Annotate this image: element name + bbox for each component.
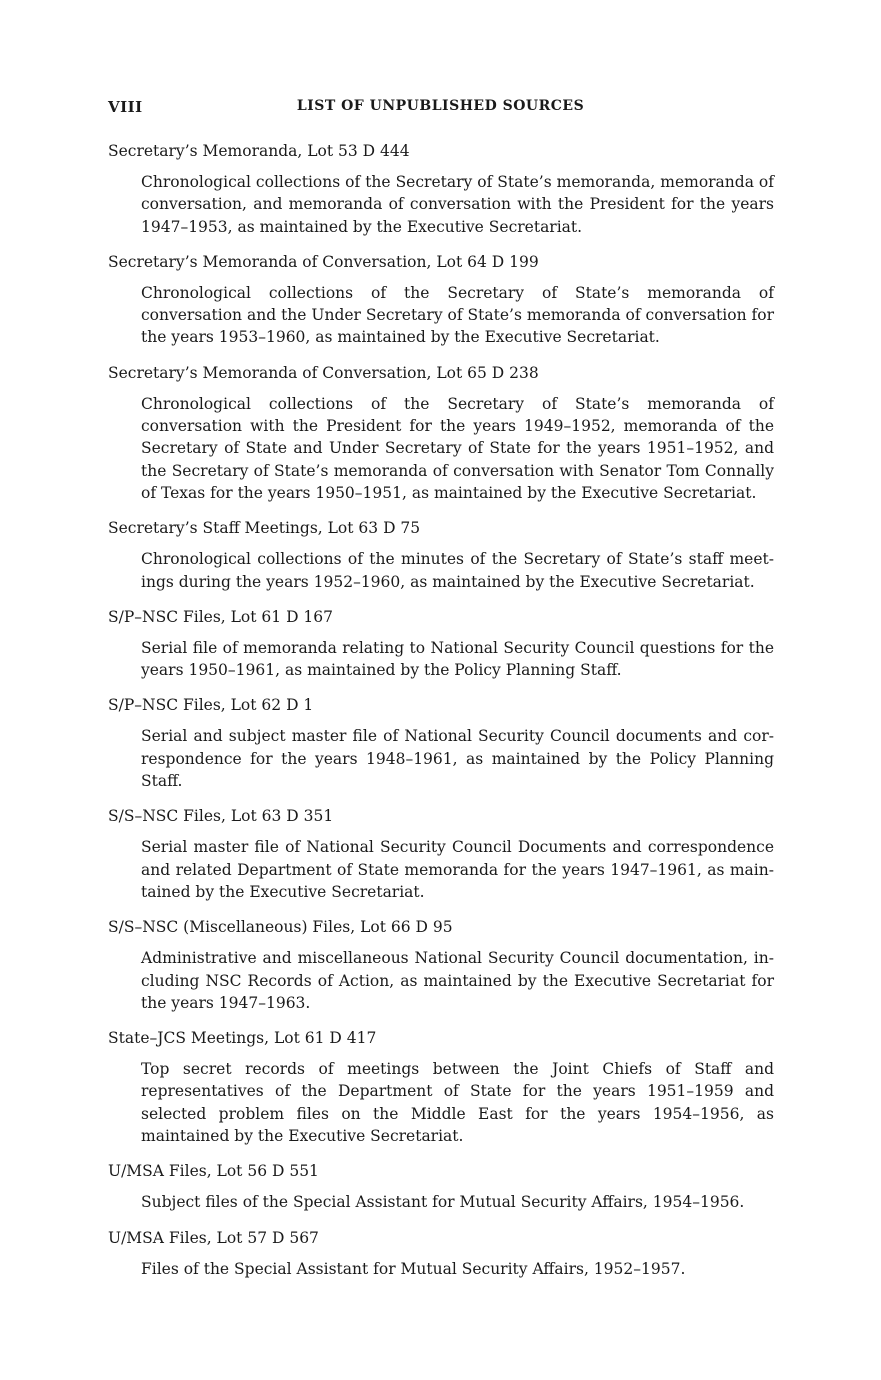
source-title: S/P–NSC Files, Lot 61 D 167	[108, 607, 334, 626]
source-entry	[108, 805, 774, 903]
source-description: Subject files of the Special Assistant for Mutual Security Affairs, 1954–1956.	[141, 1193, 745, 1212]
source-description: Chronological collections of the Secretary of State’s memoranda of conversation with the President for the years 1949–1952, memoranda of the Secretary of State and Under Secretary of State for the years 1951–1952, and the Secretary of State’s memoranda of conversation with Senator Tom Connally of Texas for the years 1950–1951, as maintained by the Executive Secretariat.	[141, 394, 774, 502]
source-title: S/S–NSC Files, Lot 63 D 351	[108, 807, 334, 826]
source-description: Chronological collections of the minutes of the Secretary of State’s staff meetings during the years 1952–1960, as maintained by the Executive Secretariat.	[141, 550, 774, 591]
source-entry	[108, 916, 774, 1014]
source-entry	[108, 1227, 774, 1280]
source-title: S/P–NSC Files, Lot 62 D 1	[108, 696, 314, 715]
source-entry	[108, 1027, 774, 1147]
source-title: Secretary’s Memoranda of Conversation, Lot 65 D 238	[108, 363, 539, 382]
source-description: Serial file of memoranda relating to National Security Council questions for the years 1950–1961, as maintained by the Policy Planning Staff.	[141, 638, 774, 680]
running-title: LIST OF UNPUBLISHED SOURCES	[296, 98, 585, 114]
source-entry	[108, 517, 774, 593]
source-title: State–JCS Meetings, Lot 61 D 417	[108, 1029, 377, 1048]
source-description: Top secret records of meetings between the Joint Chiefs of Staff and representatives of the Department of State for the years 1951–1959 and selected problem files on the Middle East for the years 1954–1956, as maintained by the Executive Secretariat.	[141, 1060, 774, 1146]
source-entry	[108, 362, 774, 504]
source-entry	[108, 694, 774, 792]
source-title: Secretary’s Memoranda of Conversation, Lot 64 D 199	[108, 252, 539, 271]
source-entry	[108, 251, 774, 349]
source-entry	[108, 140, 774, 238]
page-number: VIII	[108, 98, 143, 116]
source-title: S/S–NSC (Miscellaneous) Files, Lot 66 D 95	[108, 918, 453, 937]
source-list	[108, 140, 774, 1293]
source-description: Serial master file of National Security Council Documents and correspondence and related Department of State memoranda for the years 1947–1961, as maintained by the Executive Secretariat.	[141, 838, 774, 901]
source-title: Secretary’s Staff Meetings, Lot 63 D 75	[108, 519, 421, 538]
source-entry	[108, 606, 774, 682]
source-description: Chronological collections of the Secretary of State’s memoranda of conversation and the Under Secretary of State’s memoranda of conversation for the years 1953–1960, as maintained by the Executive Secretariat.	[141, 283, 774, 347]
source-description: Files of the Special Assistant for Mutual Security Affairs, 1952–1957.	[141, 1259, 686, 1278]
source-description: Serial and subject master file of National Security Council documents and correspondence for the years 1948–1961, as maintained by the Policy Planning Staff.	[141, 727, 774, 791]
source-entry	[108, 1160, 774, 1213]
source-title: U/MSA Files, Lot 57 D 567	[108, 1228, 319, 1247]
source-title: Secretary’s Memoranda, Lot 53 D 444	[108, 142, 410, 160]
source-description: Chronological collections of the Secretary of State’s memoranda, memoranda of conversation, and memoranda of conversation with the President for the years 1947–1953, as maintained by the Executive Secretariat.	[141, 173, 774, 236]
source-description: Administrative and miscellaneous National Security Council documentation, including NSC Records of Action, as maintained by the Executive Secretariat for the years 1947–1963.	[141, 949, 774, 1012]
source-title: U/MSA Files, Lot 56 D 551	[108, 1162, 319, 1181]
page-header	[108, 98, 773, 122]
